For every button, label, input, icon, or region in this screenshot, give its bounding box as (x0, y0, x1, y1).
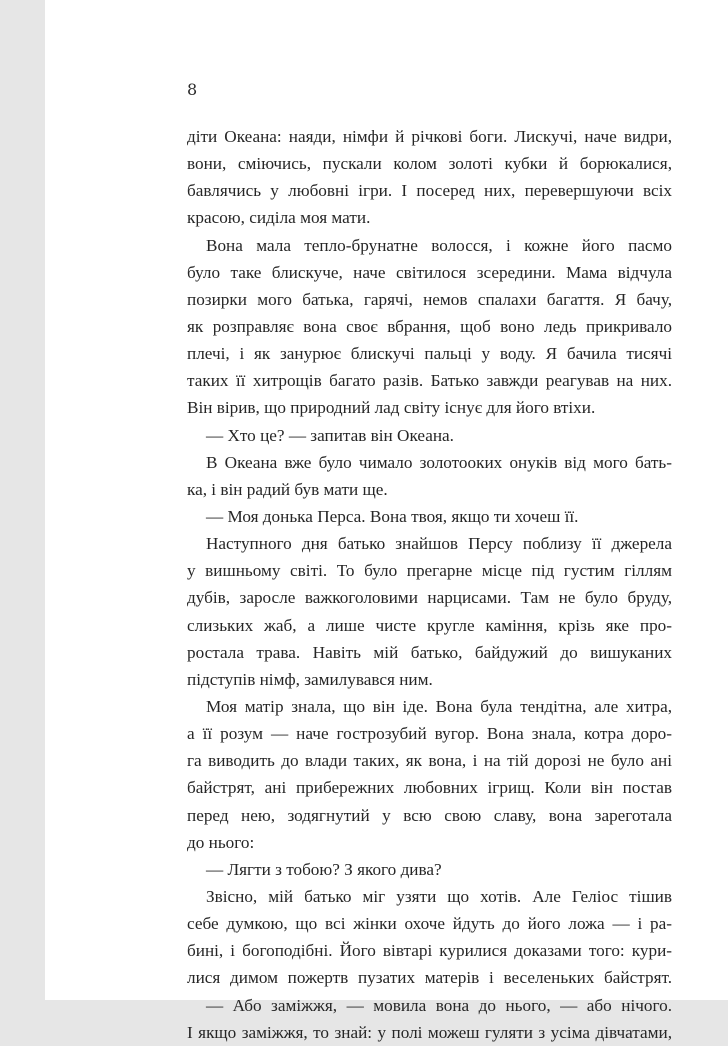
text-line: ка, і він радий був мати ще. (187, 479, 388, 499)
text-line: слизьких жаб, а лише чисте кругле каміння, крізь яке про- (187, 615, 672, 635)
text-line: В Океана вже було чимало золотооких онуків від мого бать- (206, 452, 672, 472)
text-line: га виводить до влади таких, як вона, і на тій дорозі не було ані (187, 751, 672, 771)
body-text (187, 123, 672, 1046)
text-line: до нього: (187, 832, 255, 852)
text-line: красою, сиділа моя мати. (187, 208, 371, 228)
text-line: таких її хитрощів багато разів. Батько завжди реагував на них. (187, 371, 672, 391)
page-number: 8 (187, 80, 198, 99)
text-line: — Або заміжжя, — мовила вона до нього, — або нічого. (206, 995, 672, 1015)
text-line: Вона мала тепло-брунатне волосся, і кожне його пасмо (206, 235, 672, 255)
text-line: у вишньому світі. То було прегарне місце під густим гіллям (187, 561, 672, 581)
text-line: позирки мого батька, гарячі, немов спалахи багаття. Я бачу, (187, 289, 672, 309)
text-line: як розправляє вона своє вбрання, щоб воно ледь прикривало (187, 316, 672, 336)
text-line: лися димом пожертв пузатих матерів і веселеньких байстрят. (187, 968, 672, 988)
text-line: бині, і богоподібні. Його вівтарі курилися доказами того: кури- (187, 941, 672, 961)
text-line: підступів німф, замилувався ним. (187, 669, 433, 689)
text-line: вони, сміючись, пускали колом золоті кубки й борюкалися, (187, 154, 672, 174)
text-line: себе думкою, що всі жінки охоче йдуть до його ложа — і ра- (187, 914, 672, 934)
text-line: — Хто це? — запитав він Океана. (206, 425, 454, 445)
book-page (45, 0, 728, 1042)
text-line: ростала трава. Навіть мій батько, байдужий до вишуканих (187, 642, 672, 662)
text-line: Моя матір знала, що він іде. Вона була тендітна, але хитра, (206, 696, 672, 716)
text-line: Він вірив, що природний лад світу існує для його втіхи. (187, 398, 596, 418)
text-line: — Моя донька Перса. Вона твоя, якщо ти хочеш її. (206, 506, 579, 526)
text-line: байстрят, ані прибережних любовних ігрищ. Коли він постав (187, 778, 672, 798)
text-line: — Лягти з тобою? З якого дива? (206, 859, 442, 879)
text-line: дубів, заросле важкоголовими нарцисами. Там не було бруду, (187, 588, 672, 608)
text-line: Звісно, мій батько міг узяти що хотів. Але Геліос тішив (206, 886, 672, 906)
text-line: було таке блискуче, наче світилося зсередини. Мама відчула (187, 262, 672, 282)
text-line: бавлячись у любовні ігри. І посеред них, перевершуючи всіх (187, 181, 672, 201)
text-line: плечі, і як занурює блискучі пальці у воду. Я бачила тисячі (187, 344, 672, 364)
text-line: діти Океана: наяди, німфи й річкові боги. Лискучі, наче видри, (187, 127, 672, 146)
text-line: перед нею, зодягнутий у всю свою славу, вона зареготала (187, 805, 672, 825)
text-line: Наступного дня батько знайшов Персу поблизу її джерела (206, 534, 672, 554)
text-line: а її розум — наче гострозубий вугор. Вона знала, котра доро- (187, 724, 672, 744)
text-line: І якщо заміжжя, то знай: у полі можеш гуляти з усіма дівчатами, (187, 1022, 672, 1042)
